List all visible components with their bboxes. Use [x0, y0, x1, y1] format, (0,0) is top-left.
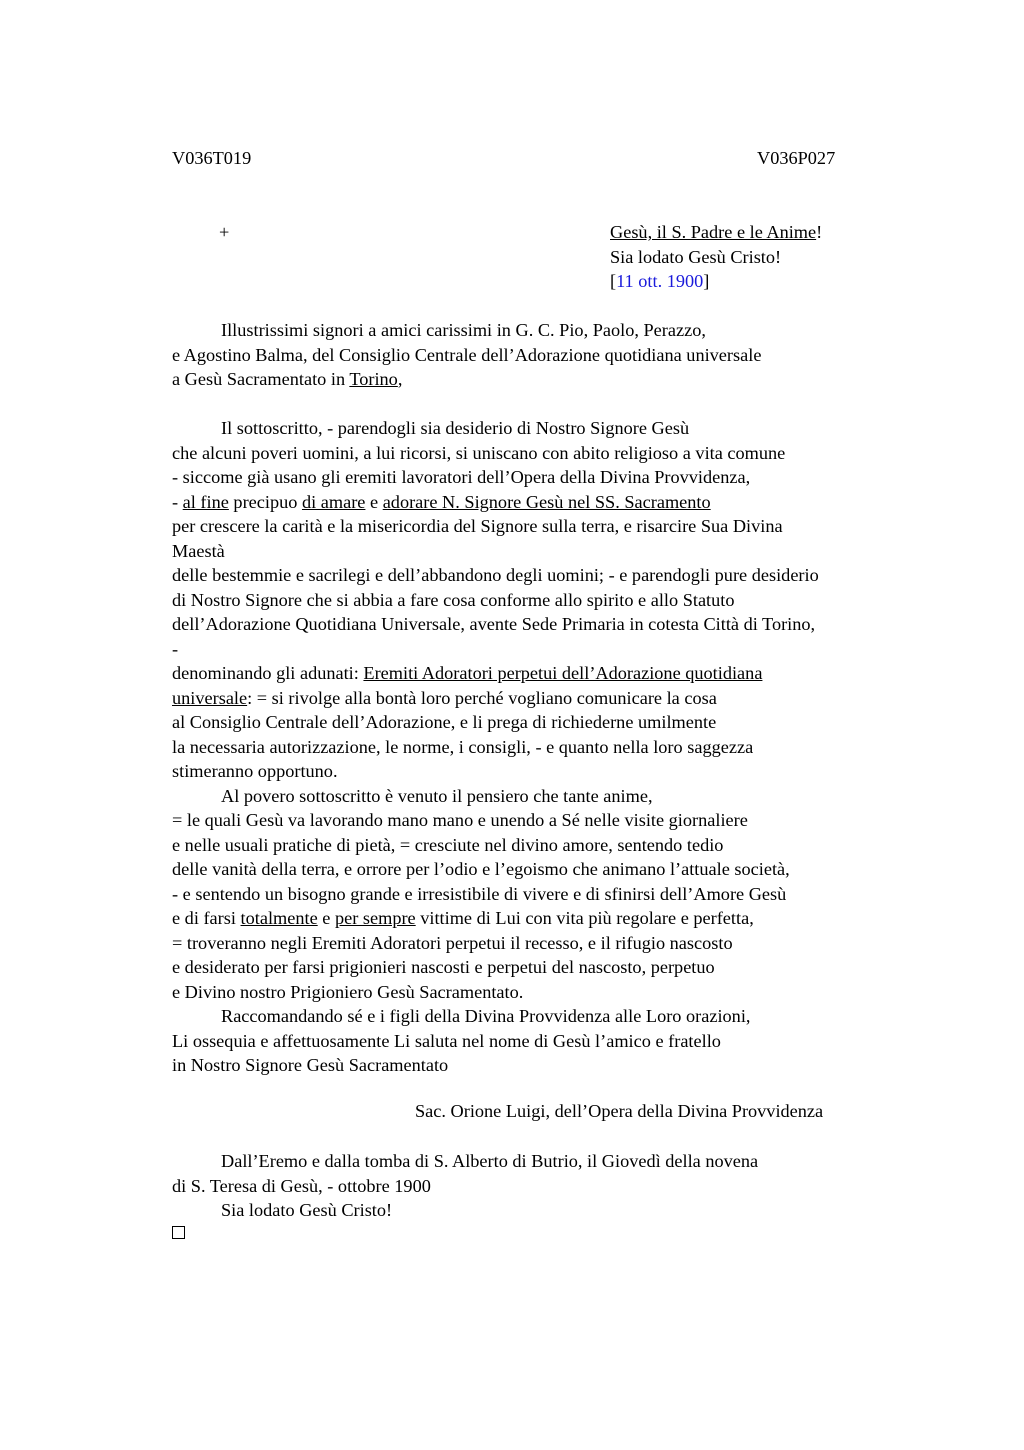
body-line: Al povero sottoscritto è venuto il pensiero che tante anime, — [221, 785, 653, 806]
motto-line-2: Sia lodato Gesù Cristo! — [610, 246, 782, 267]
motto-date-line — [610, 269, 822, 294]
address-line: e Agostino Balma, del Consiglio Centrale dell’Adorazione quotidiana universale — [172, 344, 762, 365]
body-line: - e sentendo un bisogno grande e irresistibile di vivere e di sfinirsi dell’Amore Gesù — [172, 883, 787, 904]
body-line: Maestà — [172, 540, 225, 561]
document-code-left: V036T019 — [172, 148, 252, 168]
body-text: e di farsi — [172, 908, 241, 928]
address-block — [172, 318, 761, 392]
body-line: - siccome già usano gli eremiti lavoratori dell’Opera della Divina Provvidenza, — [172, 467, 751, 487]
body-underlined: al fine — [182, 491, 229, 512]
closing-line: di S. Teresa di Gesù, - ottobre 1900 — [172, 1175, 431, 1196]
body-line: = le quali Gesù va lavorando mano mano e unendo a Sé nelle visite giornaliere — [172, 810, 748, 830]
body-underlined: adorare N. Signore Gesù nel SS. Sacramento — [382, 491, 711, 512]
date-open-bracket: [ — [610, 271, 617, 291]
body-underlined: totalmente — [240, 908, 318, 928]
address-text: a Gesù Sacramentato in — [172, 369, 350, 389]
letter-body — [172, 416, 819, 1078]
body-line: - — [172, 638, 179, 659]
signature: Sac. Orione Luigi, dell’Opera della Divina Provvidenza — [415, 1101, 824, 1121]
square-outline-icon — [172, 1226, 185, 1239]
body-line: la necessaria autorizzazione, le norme, i consigli, - e quanto nella loro saggezza — [172, 736, 754, 757]
body-line — [172, 661, 819, 686]
closing-block — [172, 1149, 758, 1223]
body-text: vittime di Lui con vita più regolare e perfetta, — [415, 908, 754, 928]
body-line: di Nostro Signore che si abbia a fare cosa conforme allo spirito e allo Statuto — [172, 589, 735, 610]
body-line: Li ossequia e affettuosamente Li saluta nel nome di Gesù l’amico e fratello — [172, 1030, 721, 1051]
body-line: e nelle usuali pratiche di pietà, = cresciute nel divino amore, sentendo tedio — [172, 834, 724, 855]
address-city-underlined: Torino — [349, 369, 398, 389]
body-line: stimeranno opportuno. — [172, 761, 338, 781]
closing-line: Dall’Eremo e dalla tomba di S. Alberto di Butrio, il Giovedì della novena — [221, 1151, 759, 1171]
address-text: , — [397, 369, 403, 389]
body-text: denominando gli adunati: — [172, 663, 364, 683]
body-underlined: Eremiti Adoratori perpetui dell’Adorazione quotidiana — [363, 663, 763, 683]
body-line: Raccomandando sé e i figli della Divina Provvidenza alle Loro orazioni, — [221, 1006, 751, 1026]
body-line: che alcuni poveri uomini, a lui ricorsi, si uniscano con abito religioso a vita comune — [172, 442, 786, 463]
closing-line: Sia lodato Gesù Cristo! — [221, 1200, 393, 1220]
motto-line-1-end: ! — [816, 222, 823, 242]
body-underlined: di amare — [301, 491, 366, 512]
body-line: dell’Adorazione Quotidiana Universale, avente Sede Primaria in cotesta Città di Torino, — [172, 614, 816, 634]
body-line: e desiderato per farsi prigionieri nascosti e perpetui del nascosto, perpetuo — [172, 957, 715, 977]
body-line: al Consiglio Centrale dell’Adorazione, e li prega di richiederne umilmente — [172, 712, 717, 732]
body-text: e — [365, 491, 383, 512]
motto-line-1-underlined: Gesù, il S. Padre e le Anime — [610, 222, 817, 242]
body-line — [172, 490, 819, 515]
date-close-bracket: ] — [703, 271, 710, 291]
body-underlined: per sempre — [334, 908, 416, 928]
address-line: Illustrissimi signori a amici carissimi in G. C. Pio, Paolo, Perazzo, — [221, 320, 706, 340]
body-line: = troveranno negli Eremiti Adoratori perpetui il recesso, e il rifugio nascosto — [172, 932, 733, 953]
body-text: : = si rivolge alla bontà loro perché vogliano comunicare la cosa — [247, 687, 717, 708]
body-text: precipuo — [228, 491, 302, 512]
body-underlined: universale — [172, 687, 248, 708]
motto-line-1 — [610, 220, 822, 245]
body-text: e — [317, 908, 335, 928]
body-line — [172, 906, 819, 931]
body-line: e Divino nostro Prigioniero Gesù Sacramentato. — [172, 981, 524, 1002]
body-line: delle bestemmie e sacrilegi e dell’abbandono degli uomini; - e parendogli pure desiderio — [172, 565, 819, 585]
body-text: - — [172, 491, 183, 512]
motto-block — [610, 220, 822, 294]
body-line: per crescere la carità e la misericordia del Signore sulla terra, e risarcire Sua Divina — [172, 516, 783, 536]
letter-date: 11 ott. 1900 — [616, 271, 704, 291]
body-line: delle vanità della terra, e orrore per l’odio e l’egoismo che animano l’attuale società, — [172, 859, 790, 879]
cross-mark: + — [219, 222, 230, 242]
body-line — [172, 686, 819, 711]
body-line: in Nostro Signore Gesù Sacramentato — [172, 1055, 449, 1075]
address-line — [172, 367, 761, 392]
body-line: Il sottoscritto, - parendogli sia desiderio di Nostro Signore Gesù — [221, 418, 690, 438]
document-code-right: V036P027 — [757, 148, 836, 168]
